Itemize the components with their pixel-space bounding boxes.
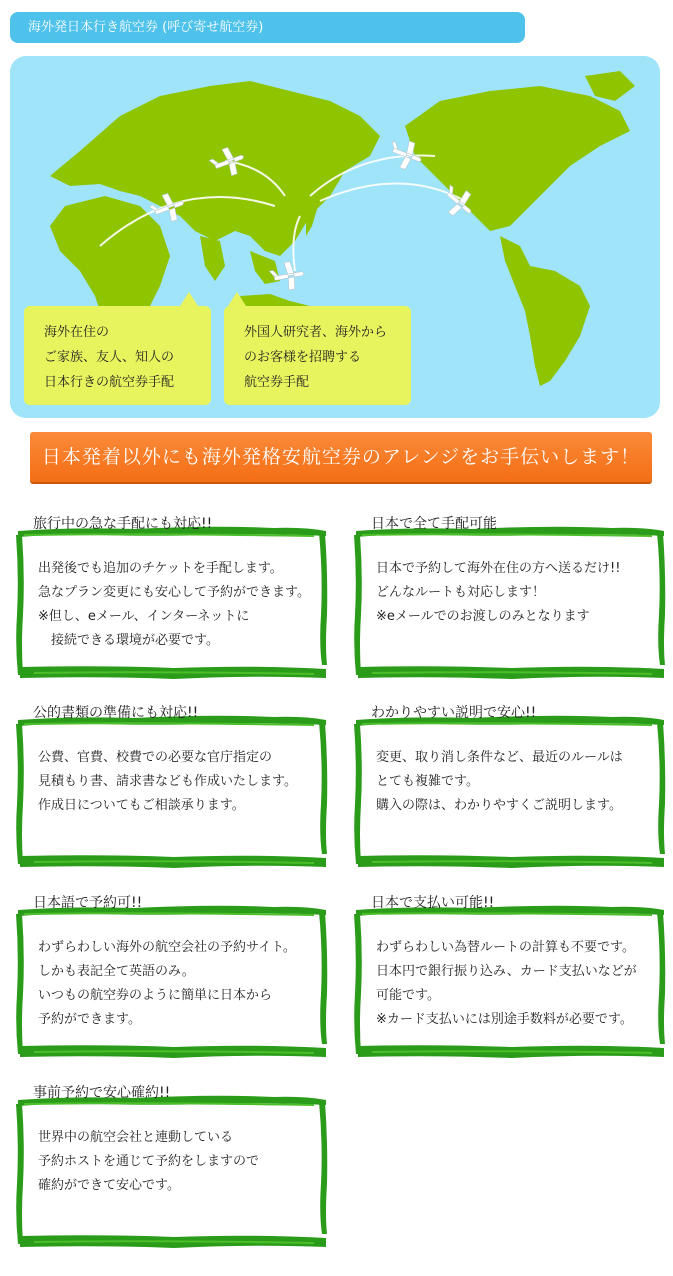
feature-card-body: 公費、官費、校費での必要な官庁指定の 見積もり書、請求書なども作成いたします。 作成日についてもご相談承ります。 bbox=[38, 750, 297, 813]
feature-card-title: 日本語で予約可!! bbox=[33, 895, 143, 911]
feature-card bbox=[14, 894, 328, 1064]
callout-line: 日本行きの航空券手配 bbox=[44, 375, 175, 390]
feature-card-title: 日本で支払い可能!! bbox=[371, 895, 495, 911]
callout-line: のお客様を招聘する bbox=[244, 350, 362, 365]
promo-banner-text: 日本発着以外にも海外発格安航空券のアレンジをお手伝いします！ bbox=[41, 446, 641, 468]
feature-card bbox=[352, 704, 666, 874]
page-title: 海外発日本行き航空券 (呼び寄せ航空券) bbox=[28, 20, 264, 35]
feature-card-body: 日本で予約して海外在住の方へ送るだけ!! どんなルートも対応します！ ※eメールでのお渡しのみとなります bbox=[376, 561, 621, 624]
feature-card-body: 世界中の航空会社と連動している 予約ホストを通じて予約をしますので 確約ができて安心です。 bbox=[38, 1130, 260, 1193]
feature-card-title: わかりやすい説明で安心!! bbox=[371, 705, 537, 721]
feature-card bbox=[352, 894, 666, 1064]
feature-card-body: 変更、取り消し条件など、最近のルールは とても複雑です。 購入の際は、わかりやすくご説明します。 bbox=[376, 750, 623, 813]
callout-family bbox=[24, 306, 211, 405]
feature-card-body: 出発後でも追加のチケットを手配します。 急なプラン変更にも安心して予約ができます。 ※但し、eメール、インターネットに 接続できる環境が必要です。 bbox=[38, 561, 310, 648]
feature-card-body: わずらわしい海外の航空会社の予約サイト。 しかも表記全て英語のみ。 いつもの航空券のように簡単に日本から 予約ができます。 bbox=[38, 940, 296, 1027]
callout-line: 航空券手配 bbox=[244, 375, 310, 390]
feature-card-title: 公的書類の準備にも対応!! bbox=[33, 705, 199, 721]
feature-card bbox=[14, 704, 328, 874]
feature-card-title: 日本で全て手配可能 bbox=[371, 516, 497, 532]
callout-line: ご家族、友人、知人の bbox=[44, 350, 175, 365]
feature-card bbox=[14, 515, 328, 685]
feature-card-title: 事前予約で安心確約!! bbox=[33, 1085, 171, 1101]
feature-card-body: わずらわしい為替ルートの計算も不要です。 日本円で銀行振り込み、カード支払いなどが 可能です。 ※カード支払いには別途手数料が必要です。 bbox=[376, 940, 637, 1027]
callout-line: 海外在住の bbox=[44, 325, 110, 340]
feature-card bbox=[14, 1084, 328, 1254]
world-map bbox=[10, 56, 660, 418]
callout-researchers bbox=[224, 306, 411, 405]
feature-card bbox=[352, 515, 666, 685]
callout-line: 外国人研究者、海外から bbox=[244, 325, 388, 340]
feature-card-title: 旅行中の急な手配にも対応!! bbox=[33, 516, 213, 532]
page-title-tab bbox=[10, 12, 525, 43]
promo-banner bbox=[30, 432, 652, 482]
